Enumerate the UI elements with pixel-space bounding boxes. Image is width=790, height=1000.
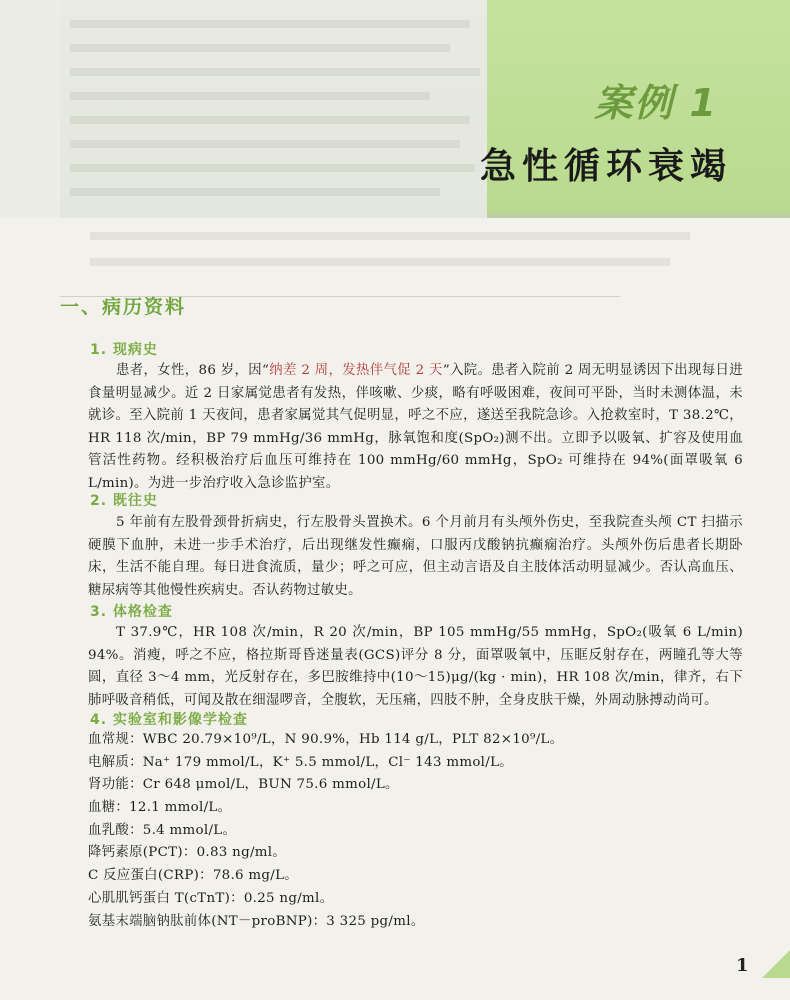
present-history-text bbox=[88, 360, 743, 496]
lab-item-electrolytes: 电解质：Na⁺ 179 mmol/L，K⁺ 5.5 mmol/L，Cl⁻ 143 mmol/L。 bbox=[88, 754, 513, 770]
past-history-title: 2. 既往史 bbox=[90, 493, 158, 509]
lab-item-pct: 降钙素原(PCT)：0.83 ng/ml。 bbox=[88, 845, 287, 861]
physical-exam-title: 3. 体格检查 bbox=[90, 604, 173, 620]
case-title: 急性循环衰竭 bbox=[479, 146, 732, 187]
section-title: 一、病历资料 bbox=[60, 296, 187, 318]
lab-item-lactate: 血乳酸：5.4 mmol/L。 bbox=[88, 822, 237, 838]
lab-item-blood-routine: 血常规：WBC 20.79×10⁹/L，N 90.9%，Hb 114 g/L，PLT 82×10⁹/L。 bbox=[88, 732, 564, 747]
lab-item-crp: C 反应蛋白(CRP)：78.6 mg/L。 bbox=[88, 868, 298, 884]
page-number: 1 bbox=[736, 955, 749, 976]
corner-tab-decoration bbox=[762, 950, 790, 978]
chief-complaint: 纳差 2 周，发热伴气促 2 天 bbox=[269, 363, 443, 378]
lab-exam-title: 4. 实验室和影像学检查 bbox=[90, 712, 248, 728]
present-history-title: 1. 现病史 bbox=[90, 342, 158, 358]
lab-item-blood-glucose: 血糖：12.1 mmol/L。 bbox=[88, 800, 232, 816]
lab-item-ctnt: 心肌肌钙蛋白 T(cTnT)：0.25 ng/ml。 bbox=[88, 890, 334, 906]
header-band-edge bbox=[0, 0, 60, 218]
lab-item-renal-function: 肾功能：Cr 648 μmol/L，BUN 75.6 mmol/L。 bbox=[88, 777, 399, 793]
physical-exam-text: T 37.9℃，HR 108 次/min，R 20 次/min，BP 105 mmHg/55 mmHg，SpO₂(吸氧 6 L/min) 94%。消瘦，呼之不应，格拉斯哥昏迷量表(GCS)评分 8 分，面罩吸氧中，压眶反射存在，两瞳孔等大等圆，直径 3～4 mm，光反射存在，多巴胺维持中(10～15)μg/(kg · min)，HR 108 次/min，律齐，右下肺呼吸音稍低，可闻及散在细湿啰音，全腹软，无压痛，四肢不肿，全身皮肤干燥，外周动脉搏动尚可。 bbox=[88, 625, 743, 708]
case-title-box-shadow bbox=[487, 213, 790, 218]
lab-results-list bbox=[88, 729, 688, 933]
present-history-intro: 患者，女性，86 岁，因“ bbox=[116, 363, 270, 378]
past-history-text: 5 年前有左股骨颈骨折病史，行左股骨头置换术。6 个月前月有头颅外伤史，至我院查头颅 CT 扫描示硬膜下血肿，未进一步手术治疗，后出现继发性癫痫，口服丙戊酸钠抗癫痫治疗。头颅外伤后患者长期卧床，生活不能自理。每日进食流质，量少；呼之可应，但主动言语及自主肢体活动明显减少。否认高血压、糖尿病等其他慢性疾病史。否认药物过敏史。 bbox=[88, 515, 743, 598]
case-number: 案例 1 bbox=[594, 81, 718, 125]
present-history-body: ”入院。患者入院前 2 周无明显诱因下出现每日进食量明显减少。近 2 日家属觉患者有发热，伴咳嗽、少痰，略有呼吸困难，夜间可平卧，当时未测体温，未就诊。至入院前 1 天夜间，患者家属觉其气促明显，呼之不应，遂送至我院急诊。入抢救室时，T 38.2℃，HR 118 次/min，BP 79 mmHg/36 mmHg，脉氧饱和度(SpO₂)测不出。立即予以吸氧、扩容及使用血管活性药物。经积极治疗后血压可维持在 100 mmHg/60 mmHg，SpO₂ 可维持在 94%(面罩吸氧 6 L/min)。为进一步治疗收入急诊监护室。 bbox=[88, 363, 743, 491]
lab-item-nt-probnp: 氨基末端脑钠肽前体(NT－proBNP)：3 325 pg/ml。 bbox=[88, 913, 425, 929]
